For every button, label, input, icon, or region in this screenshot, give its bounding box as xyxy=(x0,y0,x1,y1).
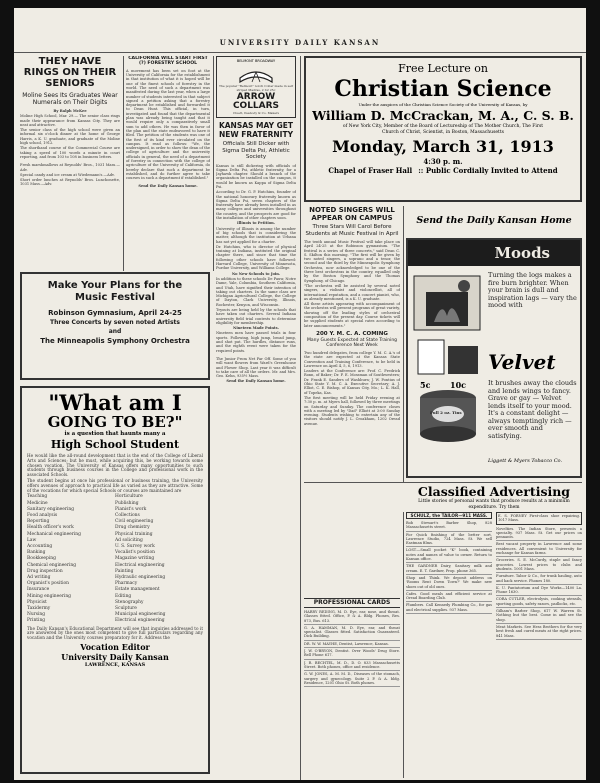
fraternity-headline: KANSAS MAY GET NEW FRATERNITY xyxy=(218,121,294,139)
vocation-item: Ad soliciting xyxy=(115,537,143,543)
send-home-banner: Send the Daily Kansan Home xyxy=(416,215,572,226)
collar-maker: Cluett, Peabody & Co. Makers xyxy=(232,111,280,115)
classified-item: Furniture. Tabor & Co., for trunk hauling, auto and hack service. Phones 180. xyxy=(496,574,582,585)
classified-header xyxy=(406,484,582,510)
christian-science-ad xyxy=(304,56,582,202)
professional-card: DR. W. W. MAYHE, Dentist, Lawrence, Kansas. xyxy=(304,642,400,648)
moods-title: Moods xyxy=(494,244,550,262)
singers-subheadline: Three Stars Will Carol Before Students at Music Festival in April xyxy=(305,224,399,237)
music-line: Make Your Plans for the xyxy=(47,280,183,291)
vocation-item: Editing xyxy=(115,593,132,599)
tin-label: Full 2 oz. Tins xyxy=(430,410,462,415)
vocation-office: Vocation Editor xyxy=(80,642,150,653)
classified-item: LOST.—Small pocket "K" book, containing notes and names of value to owner. Return to Kansan office. xyxy=(406,548,492,563)
classified-right-list xyxy=(496,527,582,585)
maker-signature: Liggett & Myers Tobacco Co. xyxy=(488,458,563,464)
music-line: Three Concerts by seven noted Artists xyxy=(50,319,180,326)
vocation-office: LAWRENCE, KANSAS xyxy=(84,662,146,669)
collar-caption: The popular "Belmont" notch Collar made in self striped Madras, 2 for 25c xyxy=(218,84,294,92)
price-10c: 10c xyxy=(450,380,467,390)
col2-headline: CALIFORNIA WILL START FIRST (?) FORESTRY SCHOOL xyxy=(128,56,208,67)
fraternity-paragraph: University of Illinois is among the number of big schools that is considering the matter, although the institution at Urbana has not yet applied for a charter. xyxy=(216,226,296,244)
vocation-list xyxy=(27,494,203,624)
music-line: Music Festival xyxy=(75,292,155,303)
classified-bottom-left-list xyxy=(406,576,492,614)
music-line: and xyxy=(108,328,122,335)
vocation-item: Nursing xyxy=(27,612,46,618)
col2-footer: Send the Daily Kansan home. xyxy=(138,183,198,188)
vocation-item: Insurance xyxy=(27,587,50,593)
ymca-subheadline: Many Guests Expected at State Training Conference Next Week xyxy=(306,337,398,349)
classified-item: THE GARDNER Dairy, Sanitary milk and cream. E. T. Gardner, Prop. phone 365. xyxy=(406,564,492,575)
cs-date: Monday, March 31, 1913 xyxy=(332,137,554,156)
moods-title-bar xyxy=(408,240,580,266)
classified-body xyxy=(406,512,582,776)
cs-place: Chapel of Fraser Hall xyxy=(328,166,413,175)
arrow-collar-ad xyxy=(216,56,296,118)
vocation-item: Sanitary engineering xyxy=(27,506,75,512)
vocation-item: Reporting xyxy=(27,519,50,525)
moods-text: It brushes away the clouds and lends wings to fancy. Grave or gay — Velvet lends itself to your mood. It's a constant delight — always temptingly rich — ever smooth and satisfying. xyxy=(488,379,577,440)
fraternity-subhead: Illinois to Petition. xyxy=(237,221,275,226)
vocation-item: Organist's position xyxy=(27,581,69,587)
classified-sub: Little stories of personal wants that produce results at a minimum expenditure. Try them xyxy=(418,499,570,510)
classified-item: Best vacant property in Lawrence and some residences. All convenient to University for exchange for Kansas farms. xyxy=(496,542,582,557)
ymca-headline: 200 Y. M. C. A. COMING xyxy=(316,330,388,337)
vocation-item: Banking xyxy=(27,550,46,556)
professional-card: G. W. JONES, A. M. M. D., Diseases of the stomach, surgery and gynecology. Suite 2 P. & A. bldg. Residence, 1201 Ohio St. Both phones. xyxy=(304,672,400,687)
vocation-paragraph: The student begins at once his professional or business training, the University offers avenues of approach to practical life as varied as they are attractive. Some of the vocations for which special Schools or courses are maintained are xyxy=(27,477,203,493)
vocation-item: Mechanical engineering xyxy=(27,531,81,537)
vocation-item: Medicine xyxy=(27,500,48,506)
professional-card: HARRY REDING, M. D. Eye, ear, nose, and throat. Glasses fitted. Office, P. & A. Bldg. Phones, Res. 873, Bus. 613. xyxy=(304,610,400,625)
fraternity-article xyxy=(216,120,296,666)
music-line: Robinson Gymnasium, April 24-25 xyxy=(48,309,182,317)
classified-item: CORA CUTLER, electrolysis, cooking utensils, sporting goods, safety razors, padlocks, etc. xyxy=(496,597,582,608)
vocation-item: Chemical engineering xyxy=(27,562,77,568)
cs-speaker: William D. McCrackan, M. A., C. S. B. xyxy=(312,108,574,123)
fraternity-paragraph: Kansas is still dickering with officials of Sigma Delta Psi, athletic fraternity, for a Jayhawk chapter. Should a branch of the organization be installed on the campus, it would be known as Kappa of Sigma Delta Psi. xyxy=(216,163,296,189)
vocation-ad xyxy=(20,386,210,774)
classified-item: Gilham's Barber Shop, 617 W. Warren St. Nothing but the best. Come in and see the shop. xyxy=(496,609,582,624)
ymca-paragraph: The first meeting will be held Friday evening at 7:30 p. m. at Myers hall, followed by three meetings on Saturday and Sunday. The conference closes with a meeting led by "Dad" Elliott at 3:00 Sunday evening. Students wishing to entertain any of the visitors should notify J. L. Croakham, 1202 Oread avenue. xyxy=(304,395,400,426)
col2-article xyxy=(126,56,210,271)
singers-paragraph: The tenth annual Music Festival will take place on April 24-25 at the Robinson gymnasium. "The festival is a series of three concerts," said Dean C. S. Skilton this morning. "The first will be given by two noted singers, a soprano and a tenor, the second and the third by the Minneapolis Symphony Orchestra, now acknowledged to be one of the three best orchestras in the country, equalled only by the Boston Symphony and the Thomas Symphony, of Chicago. xyxy=(304,240,400,283)
cs-description: of New York City, Member of the Board of Lectureship of The Mother Church, The First Church of Christ, Scientist, in Boston, Massachusetts xyxy=(342,124,544,135)
classified-item: Novelties. The Indian Store, presents a specialty. 937 Mass. St. Get our prices on pennants. xyxy=(496,527,582,542)
col2-paragraph: A movement has been set on foot at the University of California for the establishment in that institution of what it is hoped will be one of the finest schools of forestry in the world. The need of such a department was manifested during the last year, when a large number of students interested in that subject signed a petition asking that a forestry department be established and forwarded it to Dean Hunt. This official, in turn, investigated and found that the departmental plan was already being taught and that it would require only a comparatively small sum to add others. He was then in favor of the plan and the state endeavored to have it filed. The petition of the students was one of the first of its kind ever circulated on the campus. It read as follows: "We, the undersigned, in order to show the dean of the college of agriculture and the university officials in general, the need of a department of forestry in connection with the college of agriculture of the University of California, do hereby declare that such a department be established, and do further agree to take courses in such a department if established." xyxy=(126,68,210,181)
vocation-office: University Daily Kansan xyxy=(61,652,169,663)
ymca-paragraph: Leaders at the Conference are: Prof. C. Fredrick Ronn, of Baker; Dr. F. E. Mossman of Southwestern; Dr. Frank E. Sanders of Washburn; J. W. Pontius of Ohio State Y. M. C. A. Executive Secretary; A. J. Elliot, C. E. Bishop, of Kansas City, Mo.; L. K. Hall, of Topeka, Kas. xyxy=(304,369,400,395)
professional-card: G. A. HAMMAN, M. D. Eye, ear, and throat specialist. Glasses fitted. Satisfaction Guaranteed. Dick Building. xyxy=(304,626,400,641)
ymca-paragraph: Two hundred delegates, from college Y. M. C. A.'s of the state are expected at the Kansas State Convention and Training Conference, to be held in Lawrence on April 4, 5, 6, 1913. xyxy=(304,350,400,368)
vocation-list-right xyxy=(115,494,203,624)
newspaper-page xyxy=(14,8,586,780)
vocation-item: Electrical engineering xyxy=(115,562,165,568)
fraternity-subheadline: Officials Still Dicker with Sigma Delta Psi, Athletic Society xyxy=(222,141,290,160)
moods-text: Turning the logs makes a fire burn brighter. When your brain is dull and inspiration lags — vary the mood with xyxy=(488,271,577,309)
col1-paragraph: Moline High School, Mar. 29.— The senior class rings made their appearance from Kansas City. They are neat and attractive. xyxy=(20,114,120,127)
vocation-item: Horticulture xyxy=(115,494,143,500)
fraternity-footer: Send the Daily Kansan home. xyxy=(226,379,286,384)
vocation-item: Collections xyxy=(115,512,140,518)
vocation-item: Pianist's work xyxy=(115,506,147,512)
classified-col-left xyxy=(406,512,492,641)
fraternity-paragraph: According to Dr. G. P. Hutchins, founder of the national honorary fraternity known as Sigma Delta Psi, seven chapters of the fraternity have already been installed in as many colleges and universities throughout the country, and the prospects are good for the installation of other chapters soon. xyxy=(216,190,296,221)
vocation-headline: GOING TO BE?" xyxy=(47,413,183,431)
fraternity-subhead: No New Schools to Join. xyxy=(231,271,281,276)
classified-item: Cafes. Good meals and efficient service at Oread Boarding Club. xyxy=(406,592,492,603)
vocation-question: is a question that haunts many a xyxy=(64,431,166,437)
classified-left-list xyxy=(406,521,492,575)
cs-time: 4:30 p. m. xyxy=(423,157,463,166)
vocation-item: Magazine writing xyxy=(115,556,155,562)
collar-logo: BELMONT BROADWAY xyxy=(236,59,276,63)
vocation-item: Physical training xyxy=(115,531,153,537)
classified-item: Shop and Think. We deposit address on 'Rooms Rent Down Town?' We make new shoes out of old ones. xyxy=(406,576,492,591)
vocation-item: Teaching xyxy=(27,494,48,500)
forney-ad: E. S. FORNEY First-class shoe repairing. 1017 Mass. xyxy=(496,512,582,525)
collar-brand: ARROW COLLARS xyxy=(232,92,280,111)
vocation-item: Food analysis xyxy=(27,512,58,518)
vocation-item: Electrical engineering xyxy=(115,618,165,624)
singers-headline: NOTED SINGERS WILL APPEAR ON CAMPUS xyxy=(309,206,395,222)
cs-title: Christian Science xyxy=(334,76,552,102)
fraternity-paragraph: Tryouts are being held by the schools that have taken out charters. Several Indiana university field trial contests to determine eligibility for membership. xyxy=(216,308,296,325)
schulz-ad: SCHULZ, the TAILOR—911 MASS. xyxy=(406,512,492,519)
vocation-item: Printing xyxy=(27,618,46,624)
fraternity-paragraph: In addition to these schools De Pauw, Notre Dame, Yale, Columbia, Southern California, and Utah, have signified their intention of taking out charters. In the same class are Michigan Agricultural College, the College of Dayton, Clark University, Illinois, Rochester, Kenyon, and Wisconsin. xyxy=(216,276,296,307)
singers-paragraph: "The orchestra will be assisted by several noted singers, a violinist and violoncellist, all of international reputation, and a concert pianist, who, as already mentioned, is a K. U. graduate. xyxy=(304,283,400,301)
vocation-item: U. S. Survey work xyxy=(115,544,155,549)
cs-auspices: Under the auspices of the Christian Science Society of the University of Kansas, by xyxy=(358,102,528,107)
professional-cards xyxy=(304,598,400,776)
classified-bottom-right-list xyxy=(496,586,582,640)
col1-ad: Fresh marshmallows at Reynolds' Bros., 1031 Mass.—Adv. xyxy=(20,163,120,172)
classified-title: Classified Advertising xyxy=(417,484,571,499)
vocation-item: Pharmacy xyxy=(115,581,138,587)
col1-subheadline: Moline Sees Its Graduates Wear Numerals on Their Digits xyxy=(22,92,118,106)
fraternity-paragraph: Nineteen men have passed trials in four sports. Following, high jump, broad jump, and shot put. The hurdles, distance runs, and the eighth event were taken for the required points. xyxy=(216,331,296,353)
fireplace-illustration xyxy=(412,272,482,332)
col1-byline: By Ralph McKee xyxy=(53,109,87,113)
vocation-item: Municipal engineering xyxy=(115,612,166,618)
vocation-school: High School Student xyxy=(50,438,180,451)
cs-invite: :: Public Cordially Invited to Attend xyxy=(418,166,558,175)
collar-illustration xyxy=(236,64,276,84)
vocation-item: Painting xyxy=(115,568,134,574)
professional-card: J. R. BECHTEL, M. D., D. O. 833 Massachusetts Street. Both phones, office and residence. xyxy=(304,661,400,672)
col1-ad: Short order lunches at Reynolds' Bros. Lunchonette, 1031 Mass.—Adv. xyxy=(20,178,120,187)
professional-cards-list xyxy=(304,610,400,687)
vocation-item: Stenography xyxy=(115,599,144,605)
tobacco-tins-illustration xyxy=(412,336,484,446)
col1-headline: THEY HAVE RINGS ON THEIR SENIORS xyxy=(23,56,117,89)
vocation-item: Vocalist's position xyxy=(115,550,155,556)
velvet-brand: Velvet xyxy=(488,350,556,374)
music-line: The Minneapolis Symphony Orchestra xyxy=(40,337,190,345)
vocation-item: Estate management xyxy=(115,587,160,593)
vocation-item: Law xyxy=(27,537,37,543)
vocation-item: Mining engineering xyxy=(27,593,71,599)
vocation-list-left xyxy=(27,494,115,624)
vocation-item: Drug chemistry xyxy=(115,525,150,531)
col1-ad: Special candy and ice cream at Wiedemann's.—Adv. xyxy=(20,172,115,177)
vocation-item: Accounting xyxy=(27,544,53,549)
col1-paragraph: The senior class of the high school were given an informal six o'clock dinner at the home of George Harris, a K. U. graduate, and graduate of the Moline high school, 1912. xyxy=(20,128,120,146)
music-festival-ad xyxy=(20,272,210,380)
fraternity-paragraph: Dr. Hutchins, who is director of physical training at Indiana, instituted the original chapter there, and since that time the following other schools have followed: Harvard College, University of Minnesota, Purdue University, and Williams College. xyxy=(216,244,296,271)
professional-cards-title: PROFESSIONAL CARDS xyxy=(304,598,400,608)
vocation-item: Sculpture xyxy=(115,606,137,612)
classified-col-right xyxy=(496,512,582,641)
fraternity-subhead: Nineteen Made Points. xyxy=(233,326,279,331)
singers-article xyxy=(304,206,400,596)
vocation-item: Drug inspection xyxy=(27,568,63,574)
masthead: UNIVERSITY DAILY KANSAN xyxy=(14,38,586,53)
vocation-paragraph: The Daily Kansan's Educational Department will see that inquiries addressed to it are answered by the ones most competent to give full particulars regarding any vocation and the University courses preparatory for it. Address the xyxy=(27,625,203,641)
vocation-item: Bookkeeping xyxy=(27,556,56,562)
vocation-item: Health officer's work xyxy=(27,525,74,531)
classified-item: K. U. Pantatorium and Dye Works—1400 La. Phone 1630. xyxy=(496,586,582,597)
classified-item: Plumbers. Call Kennedy Plumbing Co., for gas and electrical supplies. 937 Mass. xyxy=(406,603,492,614)
cs-top: Free Lecture on xyxy=(398,62,488,75)
classified-item: Meat Markets. See Hess Brothers for the very best fresh and cured meats at the right prices. 841 Mass. xyxy=(496,625,582,640)
cs-place-row xyxy=(306,166,580,175)
velvet-tobacco-ad xyxy=(406,238,582,478)
fraternity-paragraph: The Junior Prom Net Far Off. Some of you will want flowers from Ward's Greenhouse and Flower Shop. Last year it was difficult to take care of all the orders. Mr. and Mrs. Geo. Kehn, 935½ Mass. xyxy=(216,356,296,379)
singers-paragraph: All these artists appearing with accompaniment of the orchestra will present programs of great variety, showing off the leading styles of orchestral composition of the present day. Course tickets will be supplied students at special rates according to later announcements." xyxy=(304,302,400,328)
vocation-item: Civil engineering xyxy=(115,519,154,525)
professional-card: J. W. O'BRYON, Dentist. Over Woods' Drug Store. Bell Phone 617. xyxy=(304,649,400,660)
vocation-item: Ad writing xyxy=(27,575,51,581)
vocation-item: Hydraulic engineering xyxy=(115,575,166,581)
vocation-item: Physicist xyxy=(27,599,47,605)
vocation-paragraph: He would like the all-round development that is the end of the College of Liberal Arts and Sciences; but he must, while acquiring this, be working towards some chosen vocation. The University of Kansas offers many opportunities to such students through business courses in the College and professional work in the associated Schools. xyxy=(27,453,203,478)
vocation-item: Publishing xyxy=(115,500,139,506)
col1-paragraph: The shorthand course of the Commercial Course are taking a speed of 100 words a minute in court reporting, and from 103 to 108 in business letters. xyxy=(20,146,120,159)
price-5c: 5c xyxy=(420,380,431,390)
classified-item: For Quick finishing of the better sort, Lawrence Studio, 724 Mass. St. We sell Eastman films. xyxy=(406,533,492,548)
classified-item: Groceries. S. E. McCurdy, staple and fancy groceries. Lowest prices to clubs and students. 1001 Mass. xyxy=(496,558,582,573)
vocation-headline: "What am I xyxy=(48,390,182,415)
vocation-item: Taxidermy xyxy=(27,606,51,612)
classified-item: Bob Stewart's Barber Shop, 828 Massachusetts street. xyxy=(406,521,492,532)
